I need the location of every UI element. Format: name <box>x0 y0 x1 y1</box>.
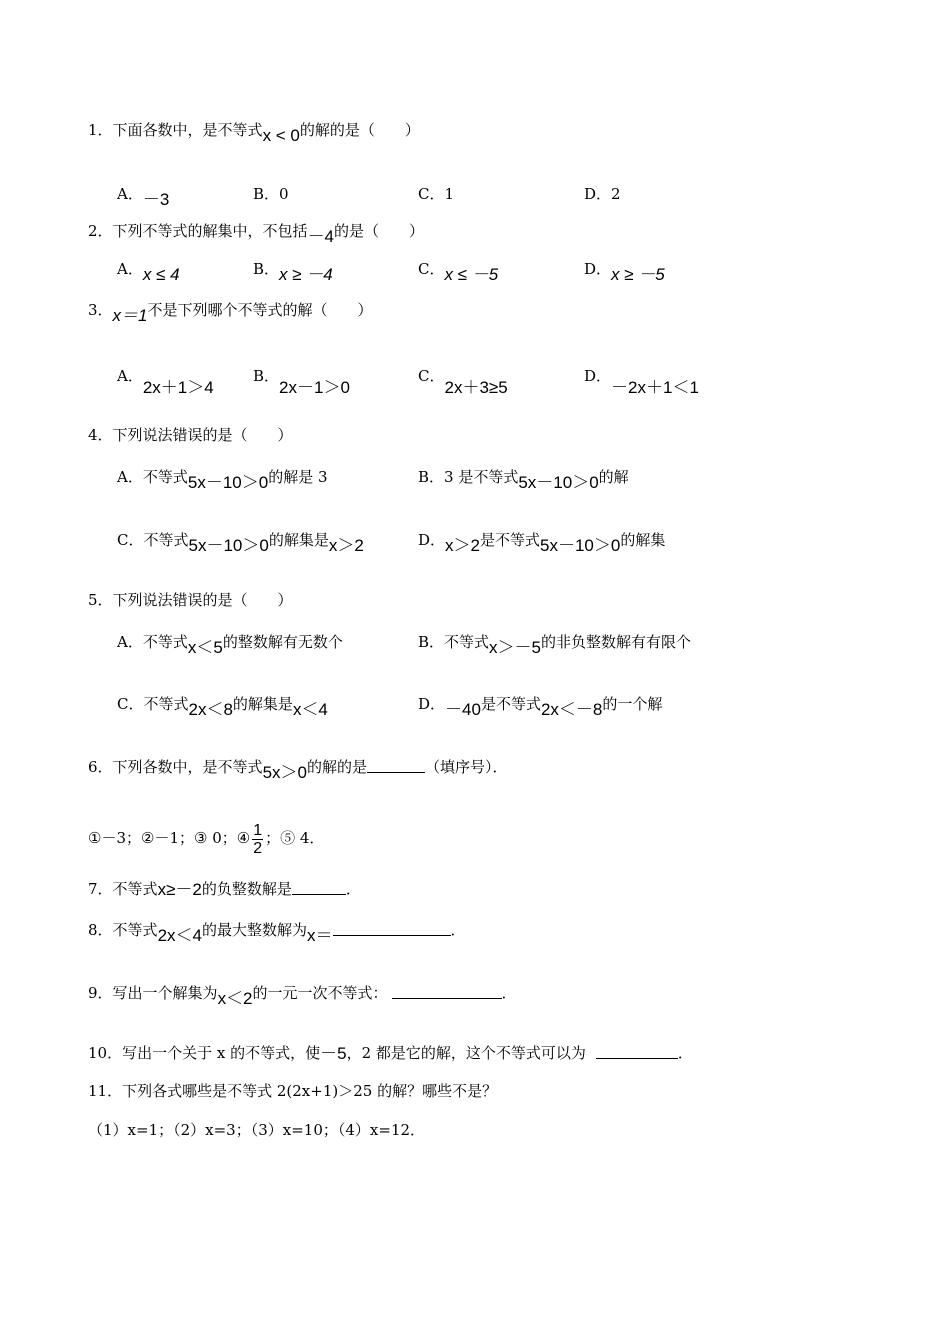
option-b: B．3 是不等式5x－10＞0的解 <box>418 468 629 492</box>
option-a: A．不等式5x－10＞0的解是 3 <box>117 468 328 492</box>
question-text: 下列各式哪些是不等式 2(2x+1)＞25 的解？哪些不是？ <box>122 1082 498 1100</box>
question-number: 4． <box>88 426 113 444</box>
question-11-items: （1）x=1；（2）x=3；（3）x=10；（4）x=12． <box>88 1121 426 1139</box>
question-number: 9． <box>88 984 113 1002</box>
question-text: （填序号）． <box>425 758 508 776</box>
question-6 <box>88 757 508 783</box>
question-8: 8．不等式2x＜4的最大整数解为x＝ ． <box>88 921 466 945</box>
option-b: B．不等式x＞－5的非负整数解有有限个 <box>418 633 692 657</box>
question-5 <box>88 590 293 610</box>
question-number: 5． <box>88 591 113 609</box>
question-number: 7． <box>88 880 113 898</box>
question-text: 下面各数中，是不等式 <box>112 121 263 139</box>
option-a: A．2x＋1＞4 <box>117 367 214 397</box>
option-d: D．－40是不等式2x＜－8的一个解 <box>418 695 663 719</box>
option-c: C．不等式5x－10＞0的解集是x＞2 <box>117 531 364 555</box>
answer-blank[interactable] <box>333 921 451 936</box>
question-7: 7．不等式x≥－2的负整数解是 ． <box>88 880 361 899</box>
option-c: C．1 <box>418 185 455 203</box>
math-expression: x < 0 <box>262 126 300 145</box>
question-text: 不是下列哪个不等式的解（ ） <box>147 301 373 319</box>
math-expression: x＝1 <box>112 306 148 325</box>
option-c: C．2x＋3≥5 <box>418 367 508 397</box>
question-number: 3． <box>88 301 113 319</box>
question-number: 2． <box>88 222 113 240</box>
option-a: A．x ≤ 4 <box>117 260 180 284</box>
question-text: 的解的是 <box>306 758 367 776</box>
question-text: 下列说法错误的是（ ） <box>112 426 293 444</box>
answer-blank[interactable] <box>596 1044 678 1059</box>
question-6-items: ①－3；②－1；③ 0；④ $\frac{1}{2}$ ；⑤ 4． <box>88 821 325 857</box>
question-text: 下列各数中，是不等式 <box>112 758 263 776</box>
option-d: D．2 <box>584 185 621 203</box>
fraction: $\frac{1}{2}$ <box>253 821 263 857</box>
question-3 <box>88 300 373 326</box>
option-c: C．不等式2x＜8的解集是x＜4 <box>117 695 328 719</box>
question-text: 下列说法错误的是（ ） <box>112 591 293 609</box>
option-b: B．0 <box>253 185 289 203</box>
question-1 <box>88 120 420 146</box>
question-number: 8． <box>88 921 113 939</box>
question-number: 10． <box>88 1044 123 1062</box>
answer-blank[interactable] <box>367 758 425 773</box>
question-text: 下列不等式的解集中，不包括 <box>112 222 308 240</box>
question-text: 的是（ ） <box>334 222 425 240</box>
question-number: 6． <box>88 758 113 776</box>
answer-blank[interactable] <box>392 984 502 999</box>
option-a: A．－3 <box>117 185 170 209</box>
option-d: D．－2x＋1＜1 <box>584 367 699 397</box>
option-c: C．x ≤ －5 <box>418 260 499 284</box>
option-b: B．x ≥ －4 <box>253 260 333 284</box>
option-a: A．不等式x＜5的整数解有无数个 <box>117 633 343 657</box>
question-2 <box>88 221 424 247</box>
math-expression: 5x＞0 <box>262 763 307 782</box>
question-4 <box>88 425 293 445</box>
question-11 <box>88 1081 497 1101</box>
math-expression: －4 <box>307 227 335 246</box>
option-d: D．x＞2是不等式5x－10＞0的解集 <box>418 531 666 555</box>
question-10: 10．写出一个关于 x 的不等式，使－5，2 都是它的解，这个不等式可以为 ． <box>88 1044 693 1063</box>
answer-blank[interactable] <box>292 880 346 895</box>
question-9: 9．写出一个解集为x＜2的一元一次不等式： ． <box>88 984 517 1008</box>
option-d: D．x ≥ －5 <box>584 260 665 284</box>
question-text: 的解的是（ ） <box>299 121 420 139</box>
question-number: 1． <box>88 121 113 139</box>
option-b: B．2x－1＞0 <box>253 367 350 397</box>
question-number: 11． <box>88 1082 123 1100</box>
